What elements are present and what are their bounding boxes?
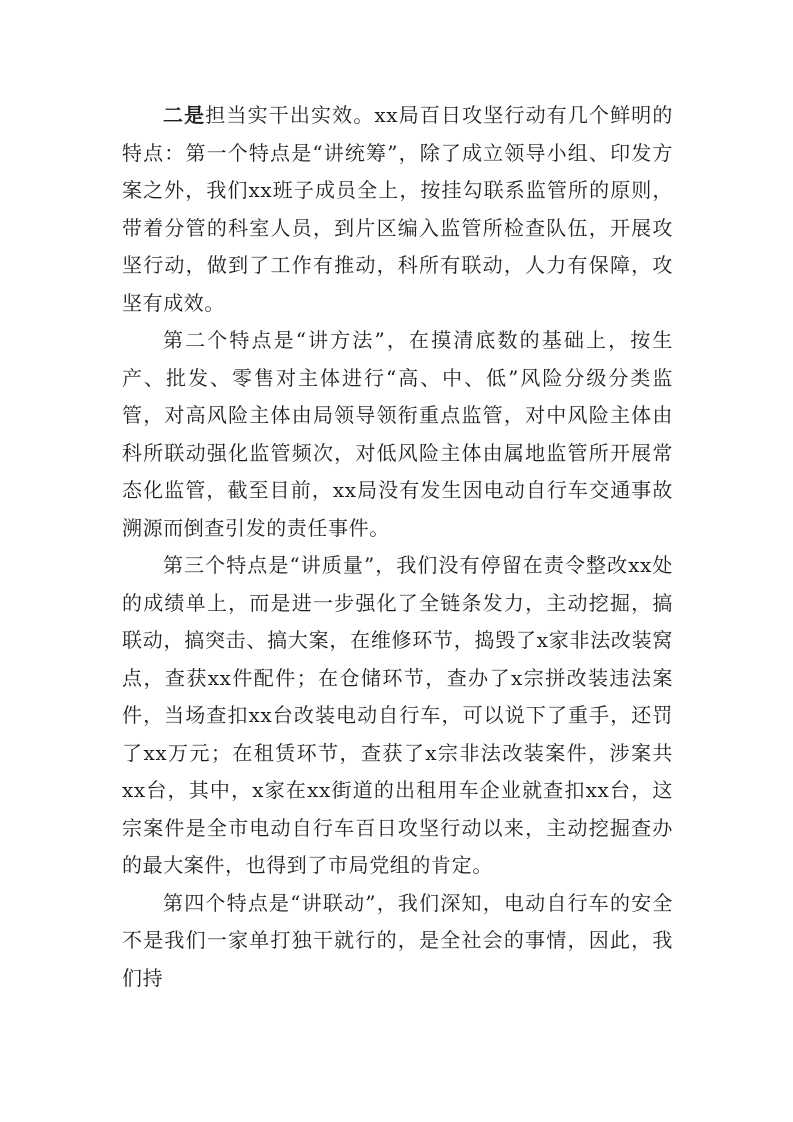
paragraph-text: 第二个特点是“讲方法”，在摸清底数的基础上，按生产、批发、零售对主体进行“高、中、低”风险分级分类监管，对高风险主体由局领导领衔重点监管，对中风险主体由科所联动强化监管频次，对低风险主体由属地监管所开展常态化监管，截至目前，xx局没有发生因电动自行车交通事故溯源而倒查引发的责任事件。	[122, 328, 673, 540]
paragraph-text: 第三个特点是“讲质量”，我们没有停留在责令整改xx处的成绩单上，而是进一步强化了全链条发力，主动挖掘，搞联动，搞突击、搞大案，在维修环节，捣毁了x家非法改装窝点，查获xx件配件；在仓储环节，查办了x宗拼改装违法案件，当场查扣xx台改装电动自行车，可以说下了重手，还罚了xx万元；在租赁环节，查获了x宗非法改装案件，涉案共xx台，其中，x家在xx街道的出租用车企业就查扣xx台，这宗案件是全市电动自行车百日攻坚行动以来，主动挖掘查办的最大案件，也得到了市局党组的肯定。	[122, 553, 673, 877]
paragraph-3	[122, 547, 673, 885]
document-body	[122, 97, 673, 997]
paragraph-1	[122, 97, 673, 322]
paragraph-text: 第四个特点是“讲联动”，我们深知，电动自行车的安全不是我们一家单打独干就行的，是全社会的事情，因此，我们持	[122, 890, 673, 990]
paragraph-2	[122, 322, 673, 547]
paragraph-text: 担当实干出实效。xx局百日攻坚行动有几个鲜明的特点：第一个特点是“讲统筹”，除了成立领导小组、印发方案之外，我们xx班子成员全上，按挂勾联系监管所的原则，带着分管的科室人员，到片区编入监管所检查队伍，开展攻坚行动，做到了工作有推动，科所有联动，人力有保障，攻坚有成效。	[122, 103, 674, 315]
paragraph-lead-label: 二是	[163, 103, 206, 127]
paragraph-4	[122, 885, 673, 998]
